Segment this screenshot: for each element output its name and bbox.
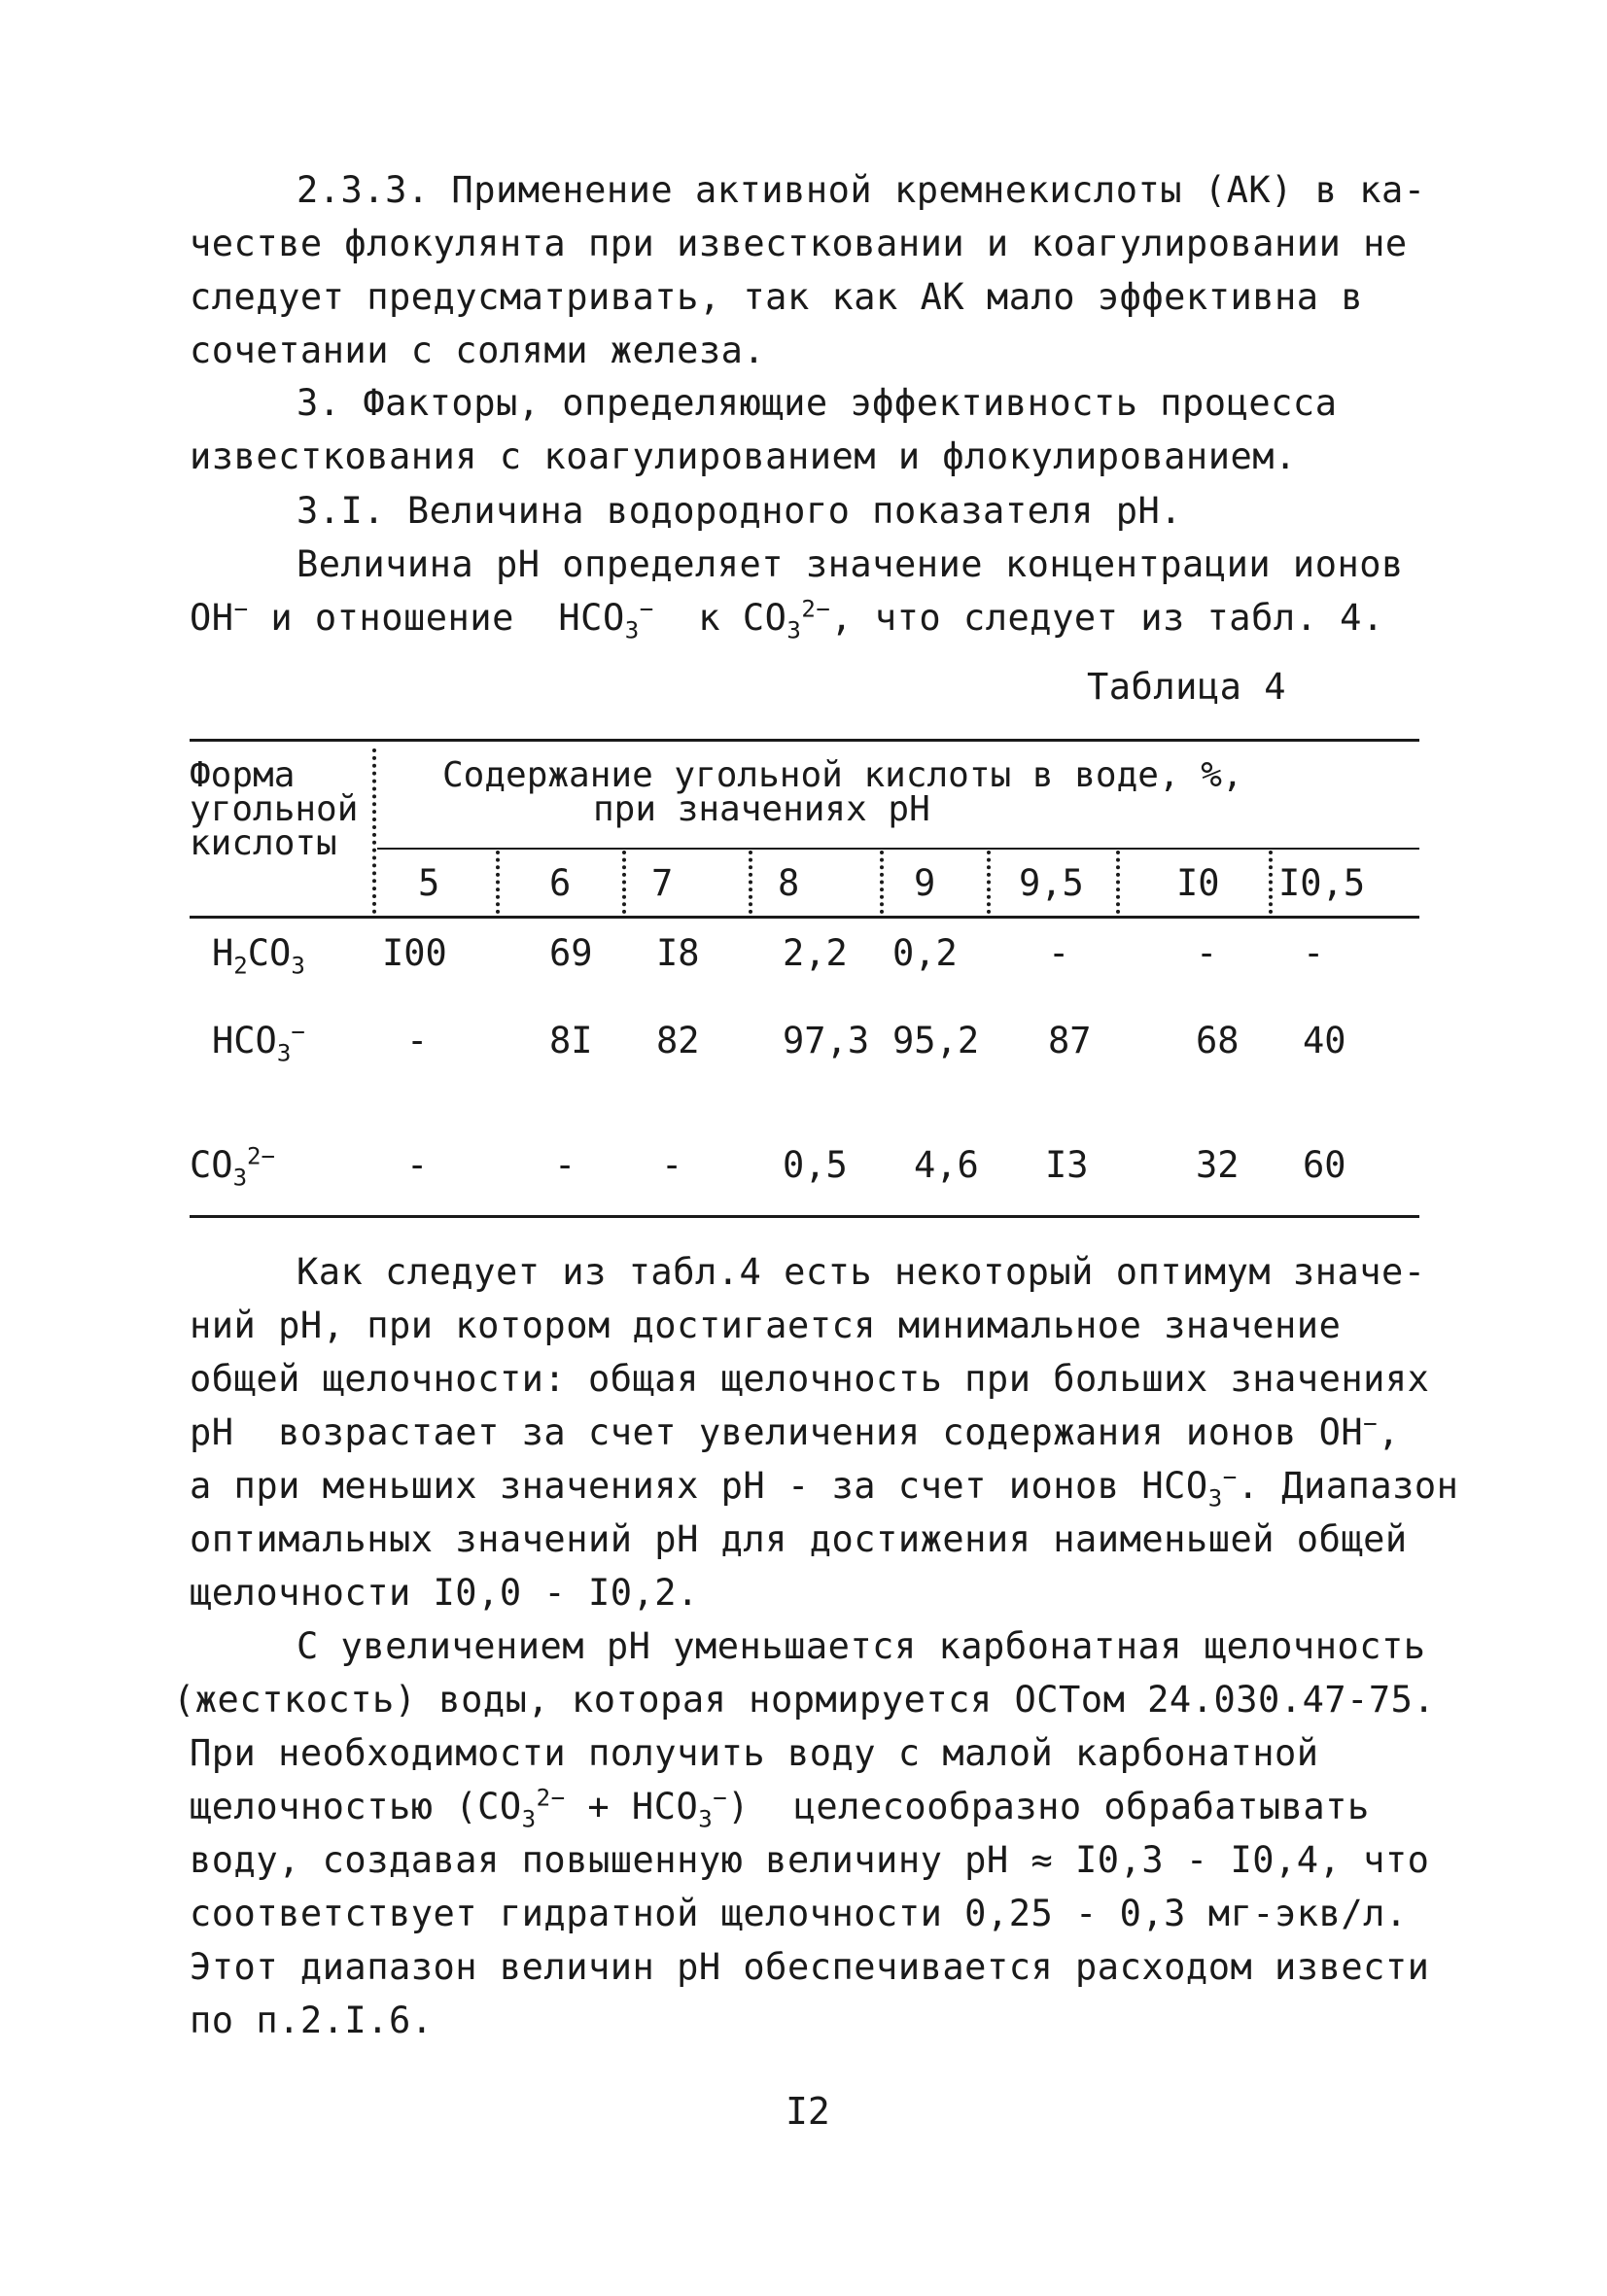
ph-header-5: 5	[418, 862, 440, 904]
ph-header-8: 8	[778, 862, 800, 904]
table-cell: 2,2	[783, 932, 848, 974]
table-cell: -	[406, 1144, 429, 1186]
col0-header-line-1: Форма	[190, 755, 296, 795]
table-cell: 87	[1048, 1020, 1092, 1061]
table-bottom-rule	[190, 1215, 1419, 1218]
col0-divider	[372, 748, 376, 914]
table-cell: 40	[1303, 1020, 1346, 1061]
table-caption: Таблица 4	[1087, 666, 1286, 708]
table-cell: 8I	[549, 1020, 593, 1061]
table-cell: 60	[1303, 1144, 1346, 1186]
table-cell: -	[661, 1144, 683, 1186]
p6-line-6: соответствует гидратной щелочности 0,25 - 0,3 мг-экв/л.	[190, 1893, 1408, 1934]
header-bottom-rule	[190, 916, 1419, 919]
ph-header-7: 7	[651, 862, 674, 904]
table-cell: 68	[1196, 1020, 1240, 1061]
ph-divider-1	[496, 851, 500, 914]
row-form-hco3: $HCO_3^-$	[212, 1018, 305, 1067]
col0-header-line-3: кислоты	[190, 823, 337, 863]
p5-line-3: общей щелочности: общая щелочность при больших значениях	[190, 1358, 1430, 1400]
p4-line-2: OH− и отношение $HCO_3^-$ к $CO_3^{2-}$, что следует из табл. 4.	[190, 595, 1384, 644]
ph-divider-6	[1116, 851, 1120, 914]
page-number: I2	[786, 2090, 830, 2133]
ph-divider-5	[987, 851, 991, 914]
ph-header-9-5: 9,5	[1019, 862, 1084, 904]
table-cell: 97,3	[783, 1020, 870, 1061]
p5-line-6: оптимальных значений pH для достижения наименьшей общей	[190, 1518, 1408, 1560]
p6-line-7: Этот диапазон величин pH обеспечивается расходом извести	[190, 1946, 1430, 1988]
ph-header-9: 9	[914, 862, 936, 904]
subsection-3-1-title: 3.I. Величина водородного показателя pH.	[297, 490, 1183, 532]
section-3-title-line-2: известкования с коагулированием и флокулированием.	[190, 435, 1297, 477]
ph-divider-7	[1269, 851, 1273, 914]
table-cell: -	[1048, 932, 1070, 974]
section-3-title-line-1: 3. Факторы, определяющие эффективность процесса	[297, 382, 1338, 424]
ph-divider-2	[622, 851, 626, 914]
p6-line-5: воду, создавая повышенную величину pH ≈ I0,3 - I0,4, что	[190, 1839, 1430, 1881]
p5-line-5: а при меньших значениях pH - за счет ионов $HCO_3^-$. Диапазон	[190, 1463, 1459, 1513]
table-cell: -	[406, 1020, 429, 1061]
table-cell: -	[1196, 932, 1218, 974]
p6-line-2: (жесткость) воды, которая нормируется ОСТом 24.030.47-75.	[173, 1679, 1436, 1721]
p1-line-2: честве флокулянта при известковании и коагулировании не	[190, 223, 1408, 264]
ph-header-10: I0	[1176, 862, 1220, 904]
p1-line-4: сочетании с солями железа.	[190, 330, 766, 371]
table-cell: 4,6	[914, 1144, 979, 1186]
table-cell: I3	[1045, 1144, 1089, 1186]
group-header-line-2: при значениях pH	[593, 789, 930, 829]
row-form-h2co3: $H_2CO_3$	[212, 932, 305, 980]
table-cell: 69	[549, 932, 593, 974]
table-top-rule	[190, 739, 1419, 742]
p5-line-7: щелочности I0,0 - I0,2.	[190, 1572, 699, 1614]
table-cell: I8	[656, 932, 700, 974]
subheader-rule	[377, 848, 1419, 850]
table-cell: -	[1303, 932, 1325, 974]
p1-line-1: 2.3.3. Применение активной кремнекислоты (АК) в ка-	[297, 169, 1426, 211]
table-cell: 0,5	[783, 1144, 848, 1186]
p6-line-4: щелочностью $(CO_3^{2-} + HCO_3^-)$ целесообразно обрабатывать	[190, 1784, 1370, 1833]
row-form-co3: $CO_3^{2-}$	[190, 1142, 276, 1192]
p5-line-4: pH возрастает за счет увеличения содержания ионов OH−,	[190, 1409, 1400, 1453]
p6-line-1: С увеличением pH уменьшается карбонатная щелочность	[297, 1625, 1426, 1667]
ph-header-10-5: I0,5	[1278, 862, 1366, 904]
ph-divider-4	[880, 851, 884, 914]
p1-line-3: следует предусматривать, так как АК мало эффективна в	[190, 276, 1364, 318]
table-cell: 0,2	[892, 932, 958, 974]
table-cell: 32	[1196, 1144, 1240, 1186]
ph-header-6: 6	[549, 862, 572, 904]
p5-line-2: ний pH, при котором достигается минимальное значение	[190, 1305, 1342, 1346]
table-cell: 82	[656, 1020, 700, 1061]
table-cell: I00	[382, 932, 447, 974]
p5-line-1: Как следует из табл.4 есть некоторый оптимум значе-	[297, 1251, 1426, 1293]
table-cell: 95,2	[892, 1020, 980, 1061]
ph-divider-3	[749, 851, 752, 914]
col0-header-line-2: угольной	[190, 789, 359, 829]
p6-line-3: При необходимости получить воду с малой карбонатной	[190, 1732, 1319, 1774]
p4-line-1: Величина pH определяет значение концентрации ионов	[297, 543, 1404, 585]
table-cell: -	[554, 1144, 576, 1186]
p6-line-8: по п.2.I.6.	[190, 2000, 434, 2041]
group-header-line-1: Содержание угольной кислоты в воде, %,	[442, 755, 1243, 795]
